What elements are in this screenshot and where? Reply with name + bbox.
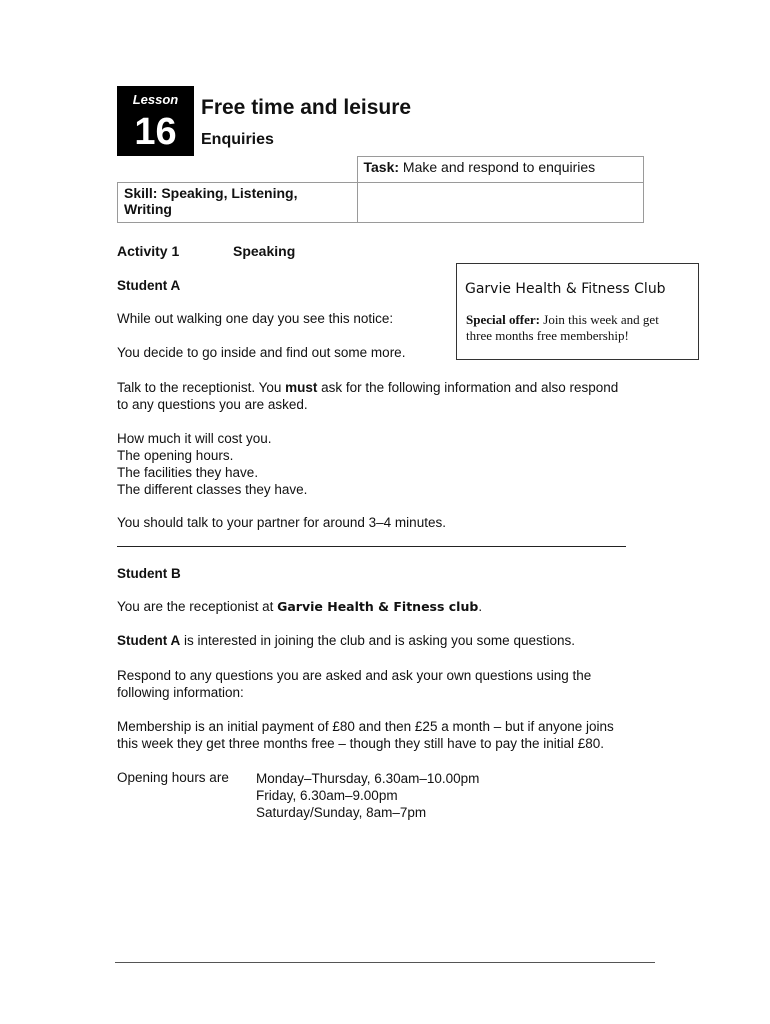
list-item: The different classes they have. xyxy=(117,482,308,497)
hours-item: Saturday/Sunday, 8am–7pm xyxy=(256,805,427,820)
interest-rest: is interested in joining the club and is asking you some questions. xyxy=(180,633,575,648)
list-item: The opening hours. xyxy=(117,448,234,463)
notice-offer-text-2: three months free membership! xyxy=(466,328,629,343)
respond-line-1: Respond to any questions you are asked and ask your own questions using the xyxy=(117,668,592,683)
student-a-walking: While out walking one day you see this notice: xyxy=(117,311,394,326)
footer-rule xyxy=(115,962,655,963)
section-divider xyxy=(117,546,626,547)
task-table-empty-cell xyxy=(118,157,358,183)
skill-line-2: Writing xyxy=(124,201,172,217)
page-subtitle: Enquiries xyxy=(201,131,274,148)
student-b-membership xyxy=(117,718,677,752)
respond-line-2: following information: xyxy=(117,685,244,700)
talk-post: ask for the following information and also respond xyxy=(317,380,619,395)
skill-cell xyxy=(118,183,358,223)
activity-label: Activity 1 xyxy=(117,243,180,259)
notice-offer xyxy=(466,312,694,344)
task-table xyxy=(117,156,644,223)
hours-item: Monday–Thursday, 6.30am–10.00pm xyxy=(256,771,480,786)
notice-offer-text-1: Join this week and get xyxy=(540,312,659,327)
task-cell xyxy=(357,157,644,183)
student-b-heading: Student B xyxy=(117,566,181,581)
student-b-receptionist xyxy=(117,599,482,614)
talk-must: must xyxy=(285,380,318,395)
student-a-talk xyxy=(117,379,677,413)
student-a-heading: Student A xyxy=(117,278,181,293)
task-label: Task: xyxy=(363,159,400,175)
list-item: How much it will cost you. xyxy=(117,431,272,446)
list-item: The facilities they have. xyxy=(117,465,259,480)
lesson-label: Lesson xyxy=(132,92,179,107)
recept-pre: You are the receptionist at xyxy=(117,599,278,614)
membership-line-1: Membership is an initial payment of £80 and then £25 a month – but if anyone joins xyxy=(117,719,614,734)
student-a-decide: You decide to go inside and find out some more. xyxy=(117,345,406,360)
club-notice xyxy=(456,263,699,360)
hours-item: Friday, 6.30am–9.00pm xyxy=(256,788,398,803)
activity-type: Speaking xyxy=(233,243,296,259)
student-a-partner: You should talk to your partner for around 3–4 minutes. xyxy=(117,515,446,530)
student-b-interest xyxy=(117,633,575,648)
membership-line-2: this week they get three months free – though they still have to pay the initial £80. xyxy=(117,736,605,751)
recept-club: Garvie Health & Fitness club xyxy=(277,599,479,614)
skill-empty-cell xyxy=(357,183,644,223)
skill-line-1: Skill: Speaking, Listening, xyxy=(124,185,298,201)
student-b-respond xyxy=(117,667,677,701)
talk-line-2: to any questions you are asked. xyxy=(117,397,308,412)
opening-hours-label: Opening hours are xyxy=(117,770,229,785)
notice-club-name: Garvie Health & Fitness Club xyxy=(465,281,666,297)
interest-bold: Student A xyxy=(117,633,181,648)
student-a-list xyxy=(117,430,307,498)
lesson-number: 16 xyxy=(134,111,177,153)
opening-hours-list xyxy=(256,770,479,821)
page-title: Free time and leisure xyxy=(201,96,412,119)
lesson-badge xyxy=(117,86,194,156)
task-text: Make and respond to enquiries xyxy=(399,159,596,175)
talk-pre: Talk to the receptionist. You xyxy=(117,380,286,395)
recept-post: . xyxy=(478,599,483,614)
notice-offer-label: Special offer: xyxy=(466,312,541,327)
